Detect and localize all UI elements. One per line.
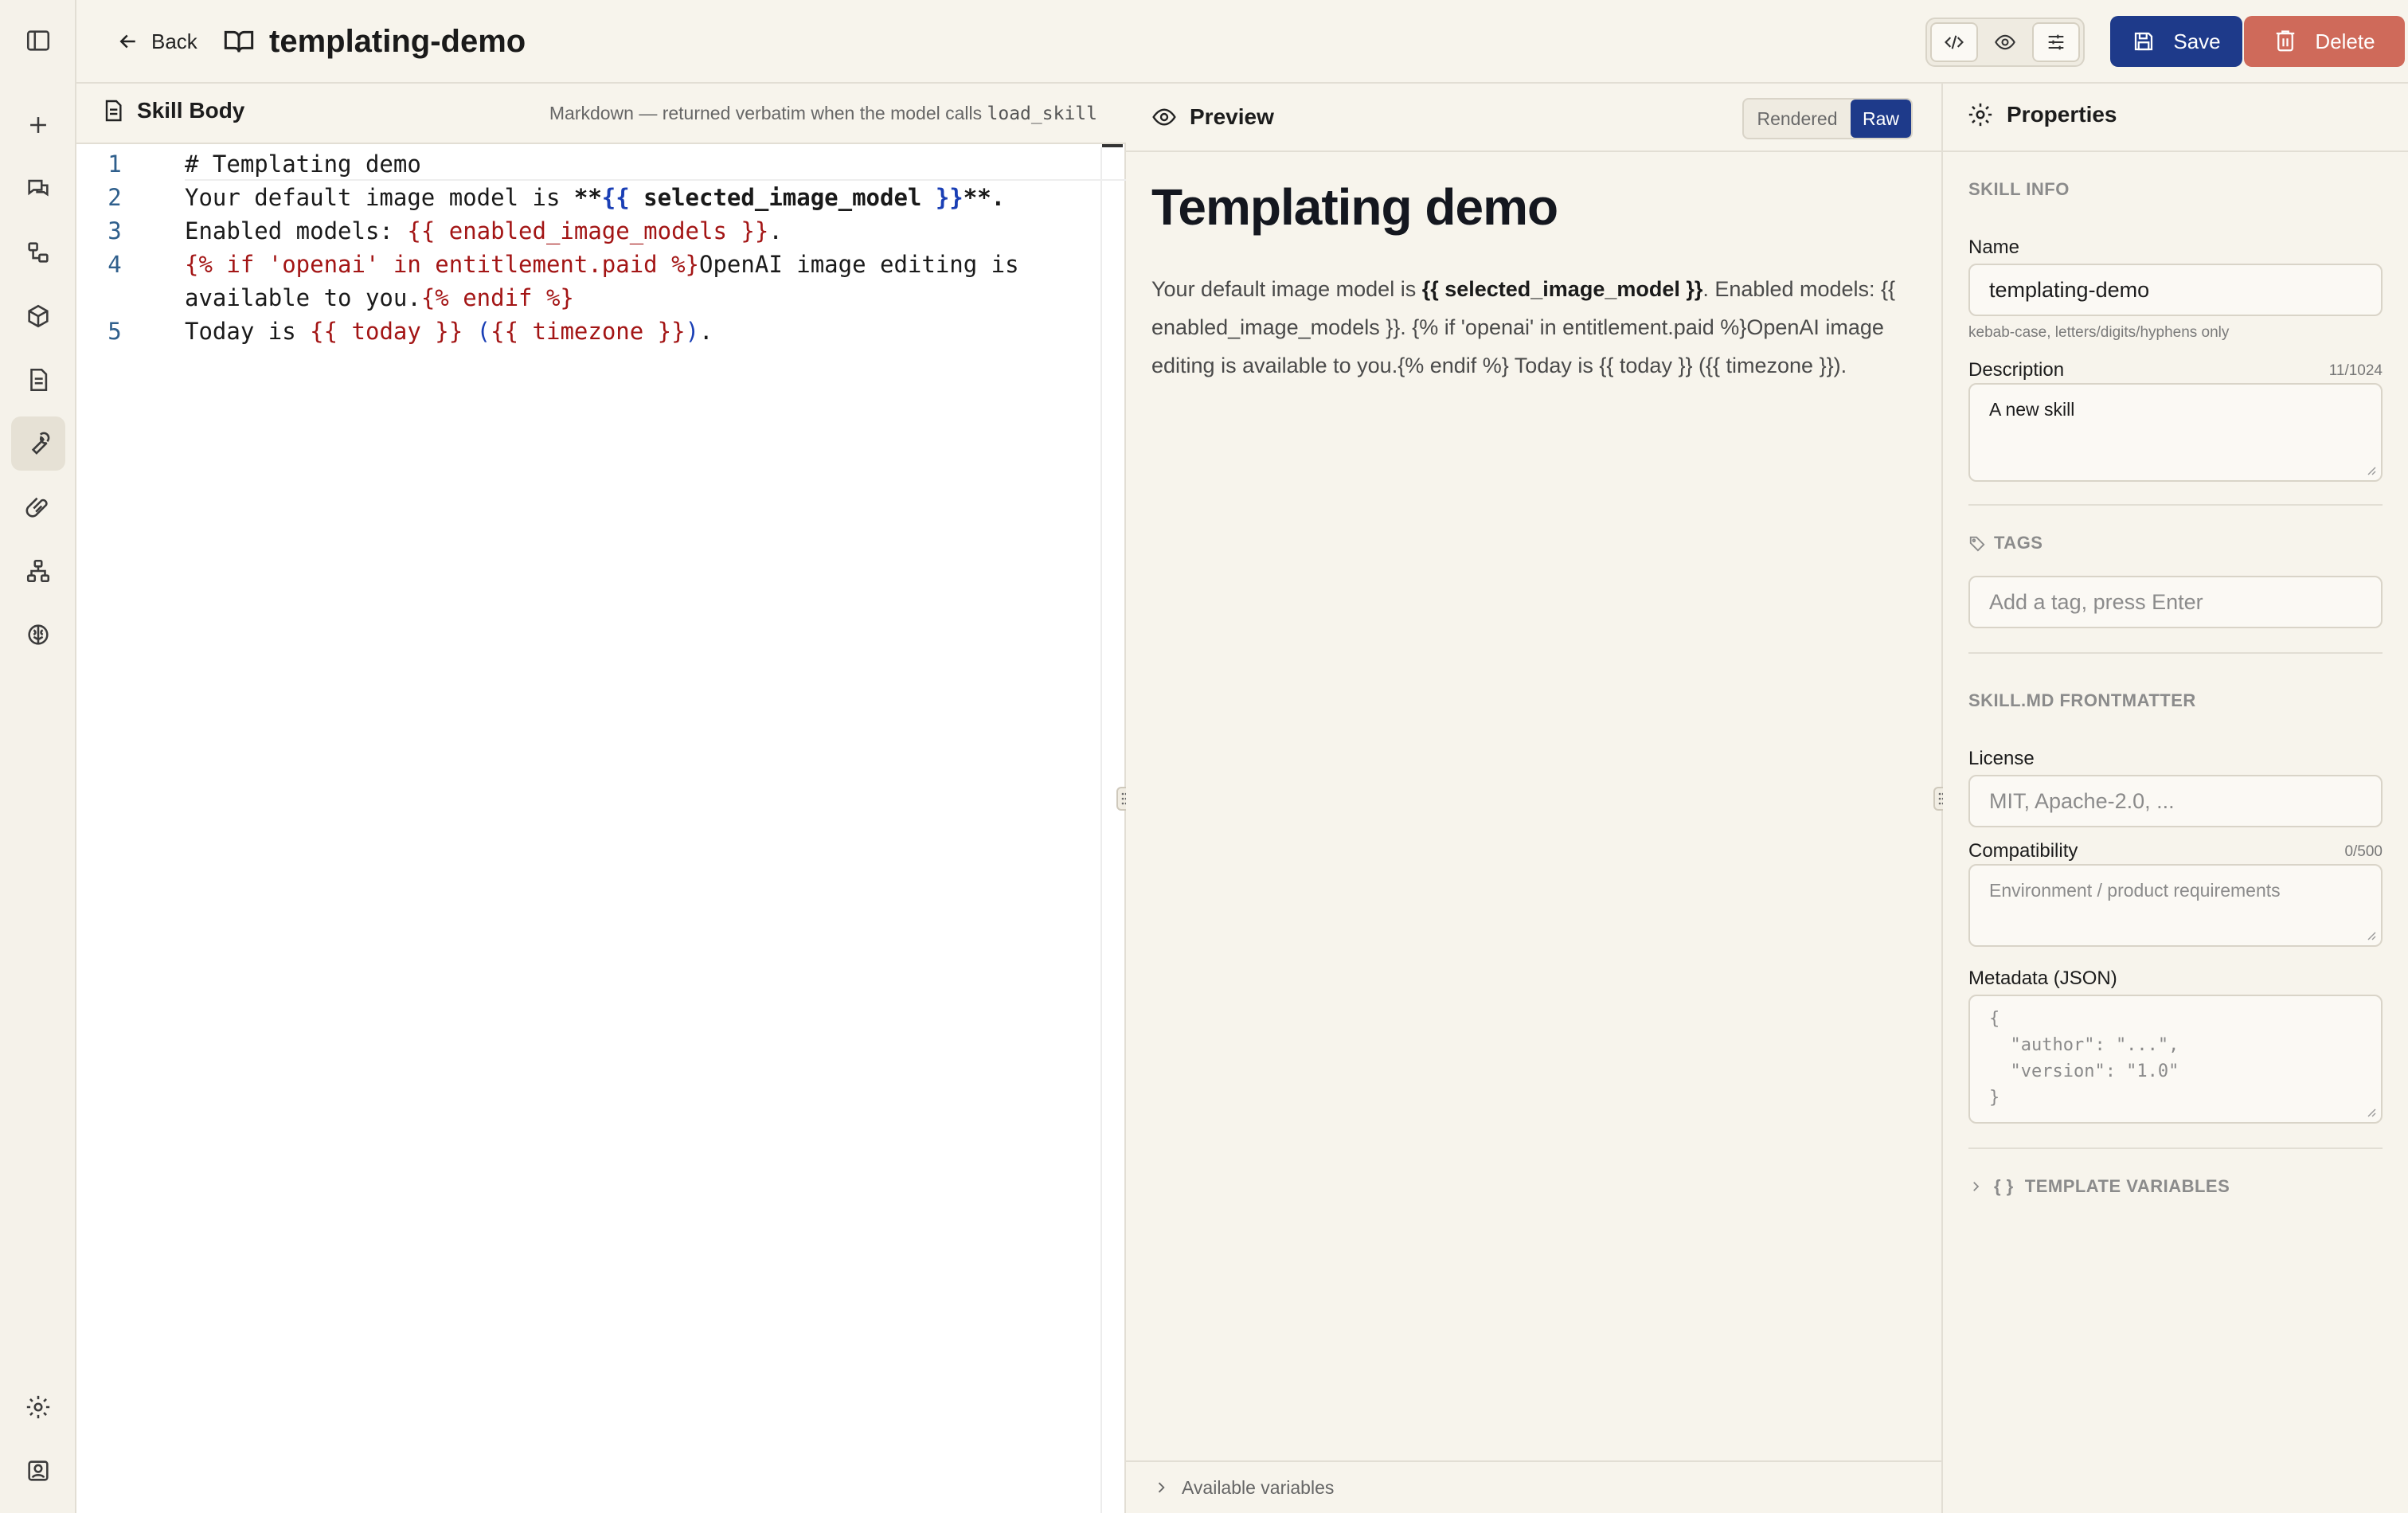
delete-button[interactable] [2244, 16, 2405, 67]
tag-placeholder: Add a tag, press Enter [1989, 589, 2203, 614]
divider [1968, 1147, 2383, 1149]
editor-title-text: Skill Body [137, 98, 245, 123]
preview-content [1151, 178, 1916, 385]
file-icon[interactable] [11, 353, 65, 407]
preview-panel [1126, 84, 1943, 1513]
page-title-text: templating-demo [269, 23, 526, 59]
code-view-button[interactable] [1930, 22, 1978, 62]
line-number: 2 [108, 184, 122, 211]
preview-bold: {{ selected_image_model }} [1421, 277, 1703, 301]
brain-icon[interactable] [11, 608, 65, 662]
available-variables-toggle[interactable] [1126, 1460, 1943, 1513]
gear-icon[interactable] [11, 1380, 65, 1434]
compatibility-placeholder: Environment / product requirements [1989, 880, 2281, 901]
code-editor[interactable] [76, 147, 1104, 348]
sidebar-toggle-icon[interactable] [11, 14, 65, 68]
view-mode-group [1925, 18, 2085, 67]
box-icon[interactable] [11, 289, 65, 343]
delete-label: Delete [2315, 29, 2375, 53]
raw-mode-button[interactable]: Raw [1851, 100, 1911, 138]
compatibility-count: 0/500 [2344, 843, 2383, 860]
chat-icon[interactable] [11, 162, 65, 216]
tags-heading [1968, 533, 2042, 553]
trash-icon [2273, 29, 2297, 53]
left-rail [0, 0, 76, 1513]
template-variables-label: TEMPLATE VARIABLES [2024, 1176, 2230, 1196]
metadata-label: Metadata (JSON) [1968, 968, 2117, 989]
chevron-right-icon [1153, 1480, 1169, 1495]
rendered-mode-button[interactable]: Rendered [1757, 108, 1838, 129]
code-line [76, 315, 1104, 348]
code-line [76, 214, 1104, 248]
code-text: Today is {{ today }} ({{ timezone }}). [185, 318, 713, 345]
name-hint: kebab-case, letters/digits/hyphens only [1968, 324, 2230, 341]
description-count: 11/1024 [2328, 362, 2383, 379]
editor-panel [76, 84, 1126, 1513]
divider [1968, 504, 2383, 506]
file-text-icon [100, 98, 126, 123]
name-label: Name [1968, 237, 2020, 258]
arrow-left-icon [116, 29, 140, 53]
page-title [223, 18, 526, 65]
back-label: Back [151, 29, 197, 53]
back-button[interactable] [116, 22, 197, 61]
properties-view-button[interactable] [2032, 22, 2080, 62]
compatibility-label: Compatibility [1968, 840, 2078, 862]
tag-input[interactable] [1968, 576, 2383, 628]
top-header [76, 0, 2408, 84]
code-text: {% if 'openai' in entitlement.paid %}OpenAI image editing is [185, 251, 1019, 278]
resize-grip-icon [2365, 464, 2376, 475]
preview-text: . Enabled models: {{ enabled_image_models }}. {% if 'openai' in entitlement.paid %}OpenAI image editing is available to you.{% endif %} Today is {{ today }} ({{ timezone }}). [1151, 277, 1896, 377]
preview-text: Your default image model is [1151, 277, 1422, 301]
name-value: templating-demo [1989, 277, 2150, 302]
code-line [76, 248, 1104, 281]
preview-view-button[interactable] [1981, 22, 2029, 62]
code-text: Your default image model is **{{ selected_image_model }}**. [185, 184, 1006, 211]
compatibility-field[interactable] [1968, 864, 2383, 947]
license-field[interactable] [1968, 775, 2383, 827]
skill-info-heading: SKILL INFO [1968, 179, 2070, 199]
metadata-field[interactable] [1968, 995, 2383, 1124]
properties-title [1967, 101, 2117, 128]
gear-icon [1967, 101, 1994, 128]
preview-mode-toggle [1742, 98, 1913, 139]
editor-hint [549, 103, 1097, 124]
properties-title-text: Properties [2007, 102, 2117, 127]
tags-heading-text: TAGS [1994, 533, 2043, 553]
floppy-icon [2132, 29, 2156, 53]
license-label: License [1968, 748, 2035, 769]
code-text: # Templating demo [185, 151, 421, 178]
editor-hint-text: Markdown — returned verbatim when the model calls [549, 103, 987, 123]
line-number: 4 [108, 251, 122, 278]
code-text: available to you.{% endif %} [185, 284, 574, 311]
properties-panel [1943, 84, 2408, 1513]
properties-header [1943, 84, 2408, 152]
preview-title-text: Preview [1190, 104, 1274, 129]
code-icon [1943, 31, 1965, 53]
available-variables-label: Available variables [1182, 1476, 1335, 1498]
tag-icon [1968, 534, 1986, 552]
editor-scrollbar[interactable] [1100, 147, 1102, 1513]
code-text: Enabled models: {{ enabled_image_models }}. [185, 217, 783, 244]
divider [1968, 652, 2383, 654]
network-icon[interactable] [11, 544, 65, 598]
eye-icon [1994, 31, 2016, 53]
save-label: Save [2173, 29, 2221, 53]
preview-header [1126, 84, 1943, 152]
paperclip-icon[interactable] [11, 480, 65, 534]
line-number: 1 [108, 151, 122, 178]
template-variables-toggle[interactable] [1968, 1176, 2230, 1197]
eye-icon [1151, 104, 1177, 130]
metadata-placeholder: { "author": "...", "version": "1.0" } [1989, 1009, 2179, 1108]
preview-title [1151, 104, 1274, 130]
preview-paragraph [1151, 270, 1916, 385]
wrench-icon[interactable] [11, 416, 65, 471]
line-number: 5 [108, 318, 122, 345]
plus-icon[interactable] [11, 98, 65, 152]
description-label: Description [1968, 359, 2065, 381]
line-number: 3 [108, 217, 122, 244]
resize-grip-icon [2365, 929, 2376, 940]
description-value: A new skill [1989, 399, 2075, 420]
preview-heading: Templating demo [1151, 178, 1558, 236]
code-line [76, 181, 1104, 214]
editor-header [76, 84, 1126, 144]
workflow-icon[interactable] [11, 225, 65, 280]
sliders-icon [2045, 31, 2067, 53]
editor-title [100, 98, 244, 123]
chevron-right-icon [1968, 1179, 1983, 1194]
name-field[interactable] [1968, 264, 2383, 316]
save-button[interactable] [2110, 16, 2242, 67]
book-icon [223, 25, 255, 57]
resize-grip-icon [2365, 1106, 2376, 1117]
braces-icon: { } [1994, 1176, 2014, 1196]
editor-hint-code: load_skill [987, 104, 1097, 124]
frontmatter-heading: SKILL.MD FRONTMATTER [1968, 690, 2196, 710]
user-icon[interactable] [11, 1444, 65, 1498]
code-line-wrap [76, 281, 1104, 315]
code-line [76, 147, 1104, 181]
license-placeholder: MIT, Apache-2.0, ... [1989, 788, 2175, 813]
description-field[interactable] [1968, 383, 2383, 482]
